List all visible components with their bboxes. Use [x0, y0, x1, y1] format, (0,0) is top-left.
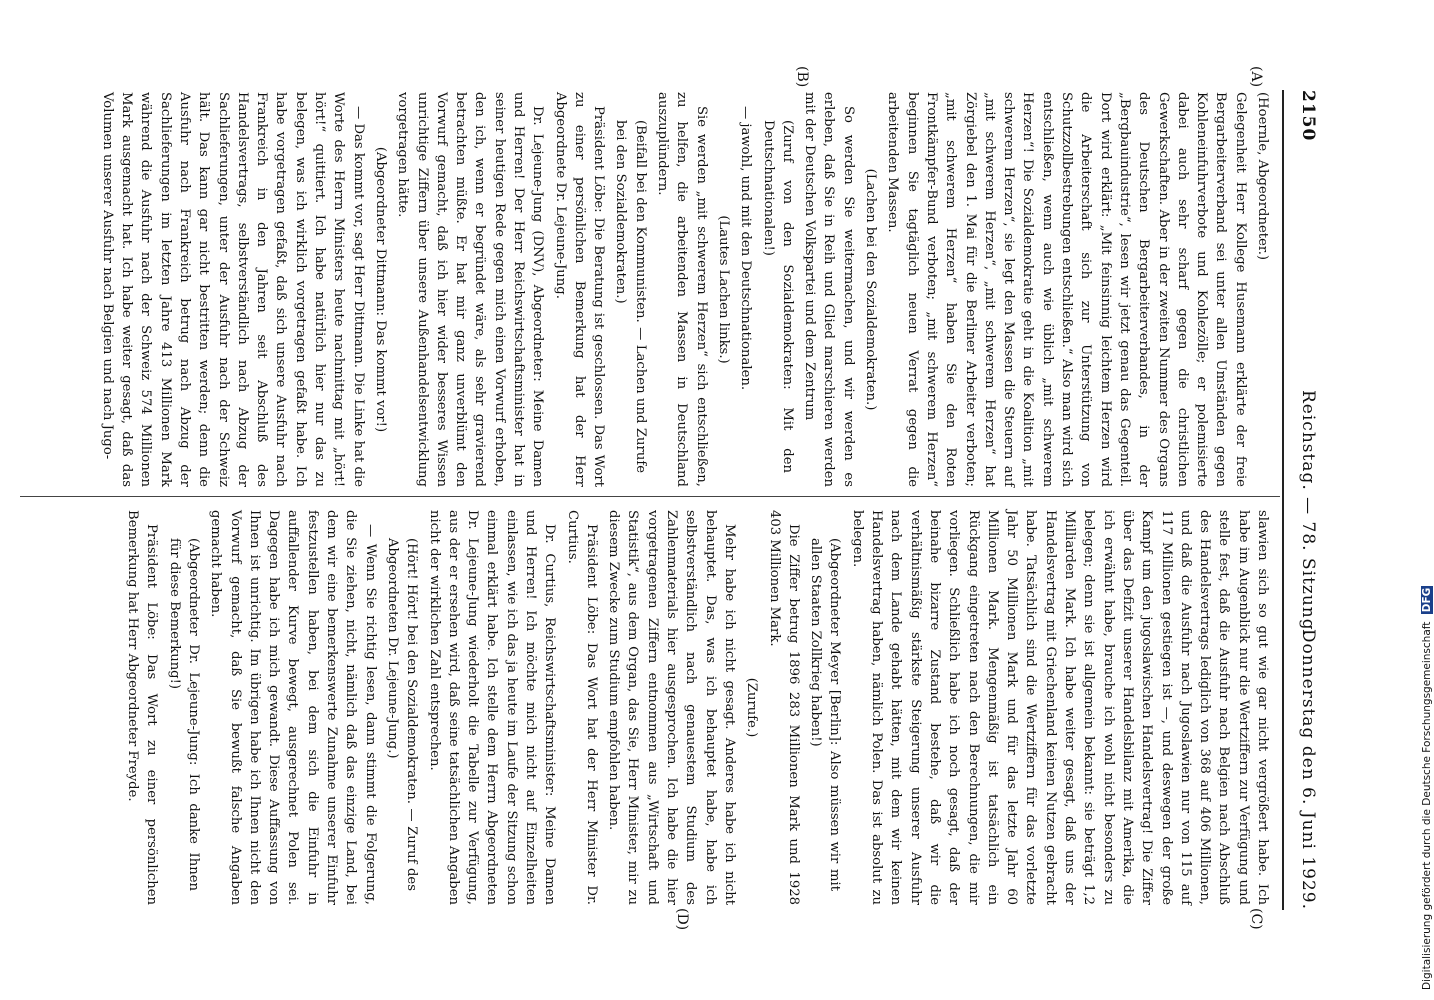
digitization-note: Digitalisierung gefördert durch die Deutsche Forschungsgemeinschaft DFG — [1421, 587, 1433, 990]
paragraph: Präsident Löbe: Das Wort zu einer persönlichen Bemerkung hat Herr Abgeordneter Freyde. — [125, 510, 160, 905]
page-number: 2150 — [1298, 90, 1318, 142]
paragraph: (Abgeordneter Meyer [Berlin]: Also müssen wir mit allen Staaten Zollkrieg haben!) — [808, 538, 843, 891]
page-header — [1286, 90, 1318, 910]
paragraph: (Lachen bei den Sozialdemokraten.) — [863, 168, 879, 411]
paragraph: slawien sich so gut wie gar nicht vergrößert habe. Ich habe im Augenblick nur die Wertziffern zur Verfügung und stelle fest, daß die Ausfuhr nach Belgien nach Abschluß des Handelsvertrags lediglich von 368 auf 406 Millionen, und daß die Ausfuhr nach Jugoslawien nur von 115 auf 117 Millionen gestiegen ist —, und deswegen der große Kampf um den jugoslawischen Handelsvertrag! Die Ziffer über das Defizit unserer Handelsbilanz mit Amerika, die ich erwähnt habe, brauche ich wohl nicht besonders zu belegen; denn sie ist allgemein bekannt: sie beträgt 1,2 Milliarden Mark. Ich habe weiter gesagt, daß uns der Handelsvertrag mit Griechenland keinen Nutzen gebracht habe. Tatsächlich sind die Wertziffern für das vorletzte Jahr 50 Millionen Mark und für das letzte Jahr 60 Millionen Mark. Mengenmäßig ist tatsächlich ein Rückgang eingetreten nach den Berechnungen, die mir vorliegen. Schließlich habe ich noch gesagt, daß der beinahe bizarre Zustand bestehe, daß wir die verhältnismäßig stärkste Steigerung unserer Ausfuhr nach dem Lande gehabt hätten, mit dem wir keinen Handelsvertrag haben, nämlich Polen. Das ist absolut zu belegen. — [849, 510, 1270, 905]
paragraph: — Das kommt vor, sagt Herr Dittmann. Die Linke hat die Worte des Herrn Ministers heute nachmittag mit „hört! hört!“ quittiert. Ich habe natürlich hier nur das zu belegen, was ich wirklich vorgetragen gefaßt habe. Ich habe vorgetragen gefaßt, daß sich unsere Ausfuhr nach Frankreich in den Jahren seit Abschluß des Handelsvertrags, selbstverständlich nach Abzug der Sachlieferungen, unter der Ausfuhr nach der Schweiz hält. Das kann gar nicht bestritten werden; denn die Ausfuhr nach Frankreich betrug nach Abzug der Sachlieferungen im letzten Jahre 413 Millionen Mark während die Ausfuhr nach der Schweiz 574 Millionen Mark ausgemacht hat. Ich habe weiter gesagt, daß das Volumen unserer Ausfuhr nach Belgien und nach Jugo- — [99, 92, 366, 487]
paragraph: — jawohl, und mit den Deutschnationalen. — [738, 106, 754, 391]
paragraph: — Wenn Sie richtig lesen, dann stimmt die Folgerung, die Sie ziehen, nicht, nämlich daß das einzige Land, bei dem wir eine bemerkenswerte Zunahme unserer Einfuhr festzustellen haben, bei dem sich die Einfuhr in auffallender Kurve bewegt, ausgerechnet Polen sei. Dagegen habe ich mich gewandt. Diese Auffassung von Ihnen ist unrichtig. Im übrigen habe ich Ihnen nicht den Vorwurf gemacht, daß Sie bewußt falsche Angaben gemacht haben. — [208, 510, 378, 905]
side-strip — [1408, 0, 1434, 1000]
margin-mark-c: (C) — [1248, 908, 1264, 930]
dfg-logo: DFG — [1421, 587, 1433, 613]
paragraph: Präsident Löbe: Das Wort hat der Herr Minister Dr. Curtius. — [564, 510, 599, 905]
paragraph: Präsident Löbe: Die Beratung ist geschlossen. Das Wort zu einer persönlichen Bemerkung hat der Herr Abgeordnete Dr. Lejeune-Jung. — [552, 92, 607, 487]
right-text-column — [120, 510, 1272, 905]
paragraph: (Lautes Lachen links.) — [715, 215, 731, 364]
paragraph: (Abgeordneter Dr. Lejeune-Jung: Ich danke Ihnen für diese Bemerkung!) — [166, 538, 201, 891]
paragraph: Sie werden „mit schwerem Herzen“ sich entschließen, zu helfen, die arbeitenden Massen in Deutschland auszuplündern. — [655, 92, 709, 487]
paragraph: Dr. Lejeune-Jung (DNV), Abgeordneter: Meine Damen und Herren! Der Herr Reichswirtschaftsminister hat in seiner heutigen Rede gegen mich einen Vorwurf erhoben, den ich, wenn er begründet wäre, als sehr gravierend betrachten müßte. Er hat mir ganz unverblümt den Vorwurf gemacht, daß ich hier wider besseres Wissen unrichtige Ziffern über unsere Außenhandelsentwicklung vorgetragen hätte. — [395, 92, 546, 487]
margin-mark-d: (D) — [674, 908, 690, 931]
paragraph: So werden Sie weitermachen, und wir werden es erleben, daß Sie in Reih und Glied marschieren werden mit der Deutschen Volkspartei und dem Zentrum — [802, 92, 856, 487]
column-divider — [20, 496, 1280, 497]
session-title: Reichstag. — 78. Sitzung. — [1298, 390, 1318, 638]
paragraph: Mehr habe ich nicht gesagt. Anderes habe ich nicht behauptet. Das, was ich behauptet habe, habe ich selbstverständlich nach genauestem Studium des Zahlenmaterials hier ausgesprochen. Ich habe die hier vorgetragenen Ziffern entnommen aus „Wirtschaft und Statistik“, aus dem Organ, das Sie, Herr Minister, mir zu diesem Zwecke zum Studium empfohlen haben. — [606, 510, 737, 905]
paragraph: Gelegenheit Herr Kollege Husemann erklärte der freie Bergarbeiterverband sei unter allen Umständen gegen Kohleneinfuhrverbote und Kohlezölle; er polemisierte dabei auch sehr scharf gegen die christlichen Gewerkschaften. Aber in der zweiten Nummer des Organs des Deutschen Bergarbeiterverbandes, in der „Bergbauindustrie“, lesen wir jetzt genau das Gegenteil. Dort wird erklärt: „Mit feinsinnig leichtem Herzen wird die Arbeiterschaft sich zur Unterstützung von Schutzzollbestrebungen entschließen.“ Also man wird sich entschließen, wenn auch wie üblich „mit schwerem Herzen“! Die Sozialdemokratie geht in die Koalition „mit schwerem Herzen“, sie legt den Massen die Steuern auf „mit schwerem Herzen“, „mit schwerem Herzen“ hat Zörgiebel den 1. Mai für die Berliner Arbeiter verboten; „mit schwerem Herzen“ haben Sie den Roten Frontkämpfer-Bund verboten; „mit schwerem Herzen“ beginnen Sie tagtäglich neuen Verrat gegen die arbeitenden Massen. — [885, 92, 1248, 487]
paragraph: (Hört! Hört! bei den Sozialdemokraten. — Zuruf des Abgeordneten Dr. Lejeune-Jung.) — [384, 538, 420, 891]
paragraph: Die Ziffer betrug 1896 283 Millionen Mark und 1928 403 Millionen Mark. — [766, 510, 801, 905]
session-date: Donnerstag den 6. Juni 1929. — [1298, 628, 1318, 910]
paragraph: (Zurufe.) — [744, 677, 760, 738]
paragraph: (Hoernle, Abgeordneter.) — [1255, 92, 1270, 261]
paragraph: (Zuruf von den Sozialdemokraten: Mit den Deutschnationalen!) — [760, 120, 795, 473]
margin-mark-a: (A) — [1248, 66, 1264, 88]
margin-mark-b: (B) — [794, 66, 810, 88]
paragraph: Dr. Curtius, Reichswirtschaftsminister: Meine Damen und Herren! Ich möchte mich nicht auf Einzelheiten einlassen, wie ich das ja heute im Laufe der Sitzung schon einmal erklärt habe. Ich stelle dem Herrn Abgeordneten Dr. Lejeune-Jung wiederholt die Tabelle zur Verfügung, aus der er ersehen wird, daß seine tatsächlichen Angaben nicht der wirklichen Zahl entsprechen. — [426, 510, 558, 905]
left-text-column — [94, 92, 1272, 487]
header-rule — [1282, 90, 1284, 910]
paragraph: (Abgeordneter Dittmann: Das kommt vor!) — [372, 146, 388, 433]
paragraph: (Beifall bei den Kommunisten. — Lachen und Zurufe bei den Sozialdemokraten.) — [613, 120, 648, 473]
